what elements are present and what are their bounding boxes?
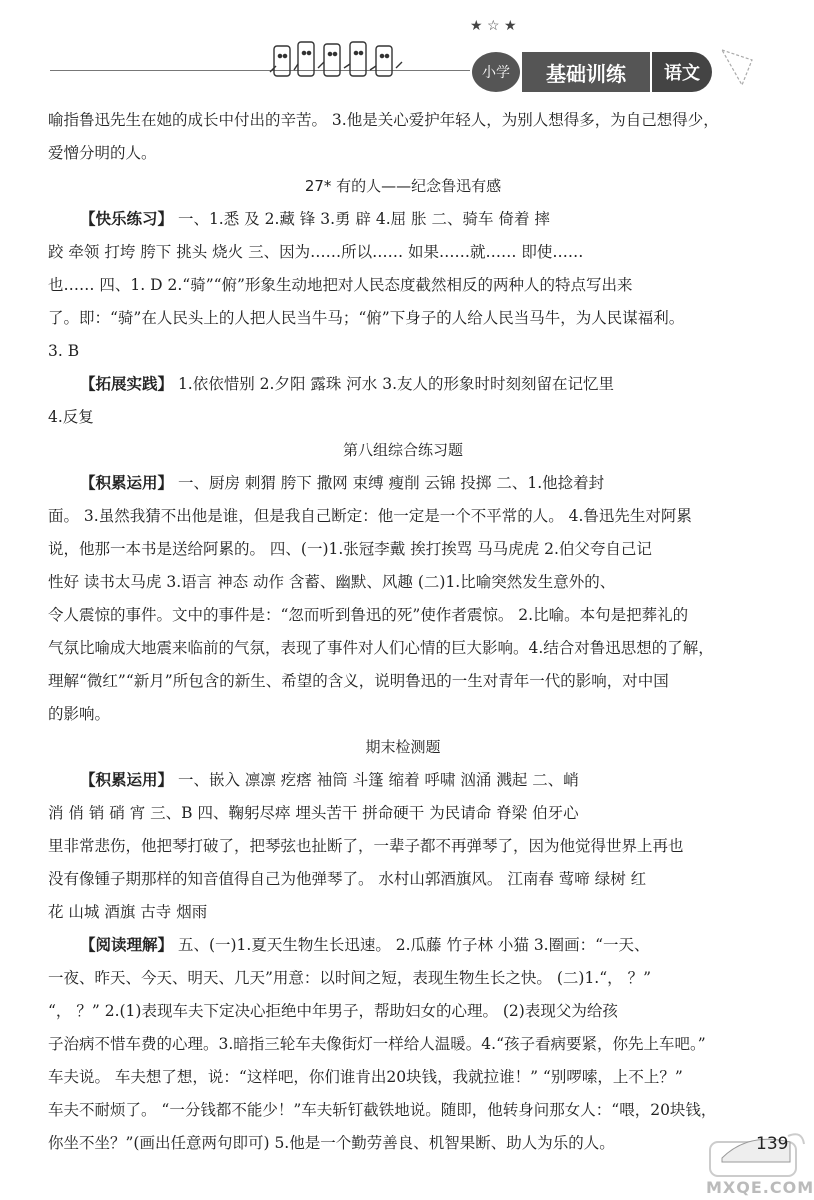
- page-header: [0, 0, 814, 110]
- answer-line: 跤 牵领 打垮 胯下 挑头 烧火 三、因为……所以…… 如果……就…… 即使……: [48, 243, 584, 261]
- answer-line: 理解“微红”“新月”所包含的新生、希望的含义，说明鲁迅的一生对青年一代的影响，对中国: [48, 672, 669, 690]
- mascot-pencils-icon: [268, 38, 408, 84]
- section-title: 期末检测题: [365, 738, 441, 756]
- answer-line: “， ？” 2.(1)表现车夫下定决心拒绝中年男子，帮助妇女的心理。 (2)表现父为给孩: [48, 1002, 618, 1020]
- kite-icon: [712, 40, 762, 90]
- answer-line: 性好 读书太马虎 3.语言 神态 动作 含蓄、幽默、风趣 (二)1.比喻突然发生意外的、: [48, 573, 616, 591]
- answer-line: 【积累运用】 一、厨房 刺猬 胯下 撒网 束缚 瘦削 云锦 投掷 二、1.他捻着封: [80, 474, 605, 492]
- section-label: 【积累运用】: [80, 771, 174, 789]
- section-label: 【快乐练习】: [80, 210, 174, 228]
- subject-badge: 语文: [652, 52, 712, 92]
- answer-line: 子治病不惜车费的心理。3.暗指三轮车夫像街灯一样给人温暖。4.“孩子看病要紧，你先上车吧。”: [48, 1035, 706, 1053]
- page-number: 139: [756, 1134, 789, 1154]
- series-title: 基础训练: [522, 52, 650, 92]
- answer-line: 一夜、昨天、今天、明天、几天”用意：以时间之短，表现生物生长之快。 (二)1.“， ？”: [48, 969, 652, 987]
- page-number-tab: [718, 1128, 794, 1164]
- stars-icon: ★ ☆ ★: [470, 18, 517, 34]
- answer-line: 消 俏 销 硝 宵 三、B 四、鞠躬尽瘁 埋头苦干 拼命硬干 为民请命 脊梁 伯牙心: [48, 804, 579, 822]
- section-label: 【积累运用】: [80, 474, 174, 492]
- answer-line: 令人震惊的事件。文中的事件是：“忽而听到鲁迅的死”使作者震惊。 2.比喻。本句是把葬礼的: [48, 606, 689, 624]
- answer-line: 【拓展实践】 1.依依惜别 2.夕阳 露珠 河水 3.友人的形象时时刻刻留在记忆里: [80, 375, 615, 393]
- section-title: 27* 有的人——纪念鲁迅有感: [304, 177, 502, 195]
- answer-line: 【积累运用】 一、嵌入 凛凛 疙瘩 袖筒 斗篷 缩着 呼啸 汹涌 溅起 二、峭: [80, 771, 579, 789]
- answer-line: 也…… 四、1. D 2.“骑”“俯”形象生动地把对人民态度截然相反的两种人的特点写出来: [48, 276, 633, 294]
- answer-line: 的影响。: [48, 705, 111, 723]
- answer-line: 3. B: [48, 342, 80, 360]
- answer-line: 没有像锺子期那样的知音值得自己为他弹琴了。 水村山郭酒旗风。 江南春 莺啼 绿树 红: [48, 870, 647, 888]
- answer-line: 车夫不耐烦了。 “一分钱都不能少！”车夫斩钉截铁地说。随即，他转身问那女人：“喂，20块钱，: [48, 1101, 717, 1119]
- section-title: 第八组综合练习题: [342, 441, 463, 459]
- answer-line: 花 山城 酒旗 古寺 烟雨: [48, 903, 208, 921]
- answer-content: [48, 104, 758, 1160]
- section-label: 【拓展实践】: [80, 375, 174, 393]
- answer-line: 【阅读理解】 五、(一)1.夏天生物生长迅速。 2.瓜藤 竹子林 小猫 3.圈画：“一天、: [80, 936, 650, 954]
- level-badge: 小学: [472, 52, 520, 92]
- answer-line: 【快乐练习】 一、1.悉 及 2.藏 锋 3.勇 辟 4.屈 胀 二、骑车 倚着 摔: [80, 210, 550, 228]
- intro-line: 喻指鲁迅先生在她的成长中付出的辛苦。 3.他是关心爱护年轻人，为别人想得多，为自己想得少，: [48, 111, 719, 129]
- answer-line: 面。 3.虽然我猜不出他是谁，但是我自己断定：他一定是一个不平常的人。 4.鲁迅先生对阿累: [48, 507, 692, 525]
- answer-line: 里非常悲伤，他把琴打破了，把琴弦也扯断了，一辈子都不再弹琴了，因为他觉得世界上再也: [48, 837, 684, 855]
- section-label: 【阅读理解】: [80, 936, 174, 954]
- watermark-text: MXQE.COM: [706, 1178, 814, 1197]
- answer-line: 说，他那一本书是送给阿累的。 四、(一)1.张冠李戴 挨打挨骂 马马虎虎 2.伯父夸自己记: [48, 540, 652, 558]
- intro-line: 爱憎分明的人。: [48, 144, 157, 162]
- answer-line: 气氛比喻成大地震来临前的气氛，表现了事件对人们心情的巨大影响。4.结合对鲁迅思想的了解，: [48, 639, 714, 657]
- answer-line: 你坐不坐？”(画出任意两句即可) 5.他是一个勤劳善良、机智果断、助人为乐的人。: [48, 1134, 615, 1152]
- answer-line: 车夫说。 车夫想了想，说：“这样吧，你们谁肯出20块钱，我就拉谁！” “别啰嗦，上不上？”: [48, 1068, 683, 1086]
- answer-line: 了。即：“骑”在人民头上的人把人民当牛马；“俯”下身子的人给人民当马牛，为人民谋福利。: [48, 309, 685, 327]
- answer-line: 4.反复: [48, 408, 94, 426]
